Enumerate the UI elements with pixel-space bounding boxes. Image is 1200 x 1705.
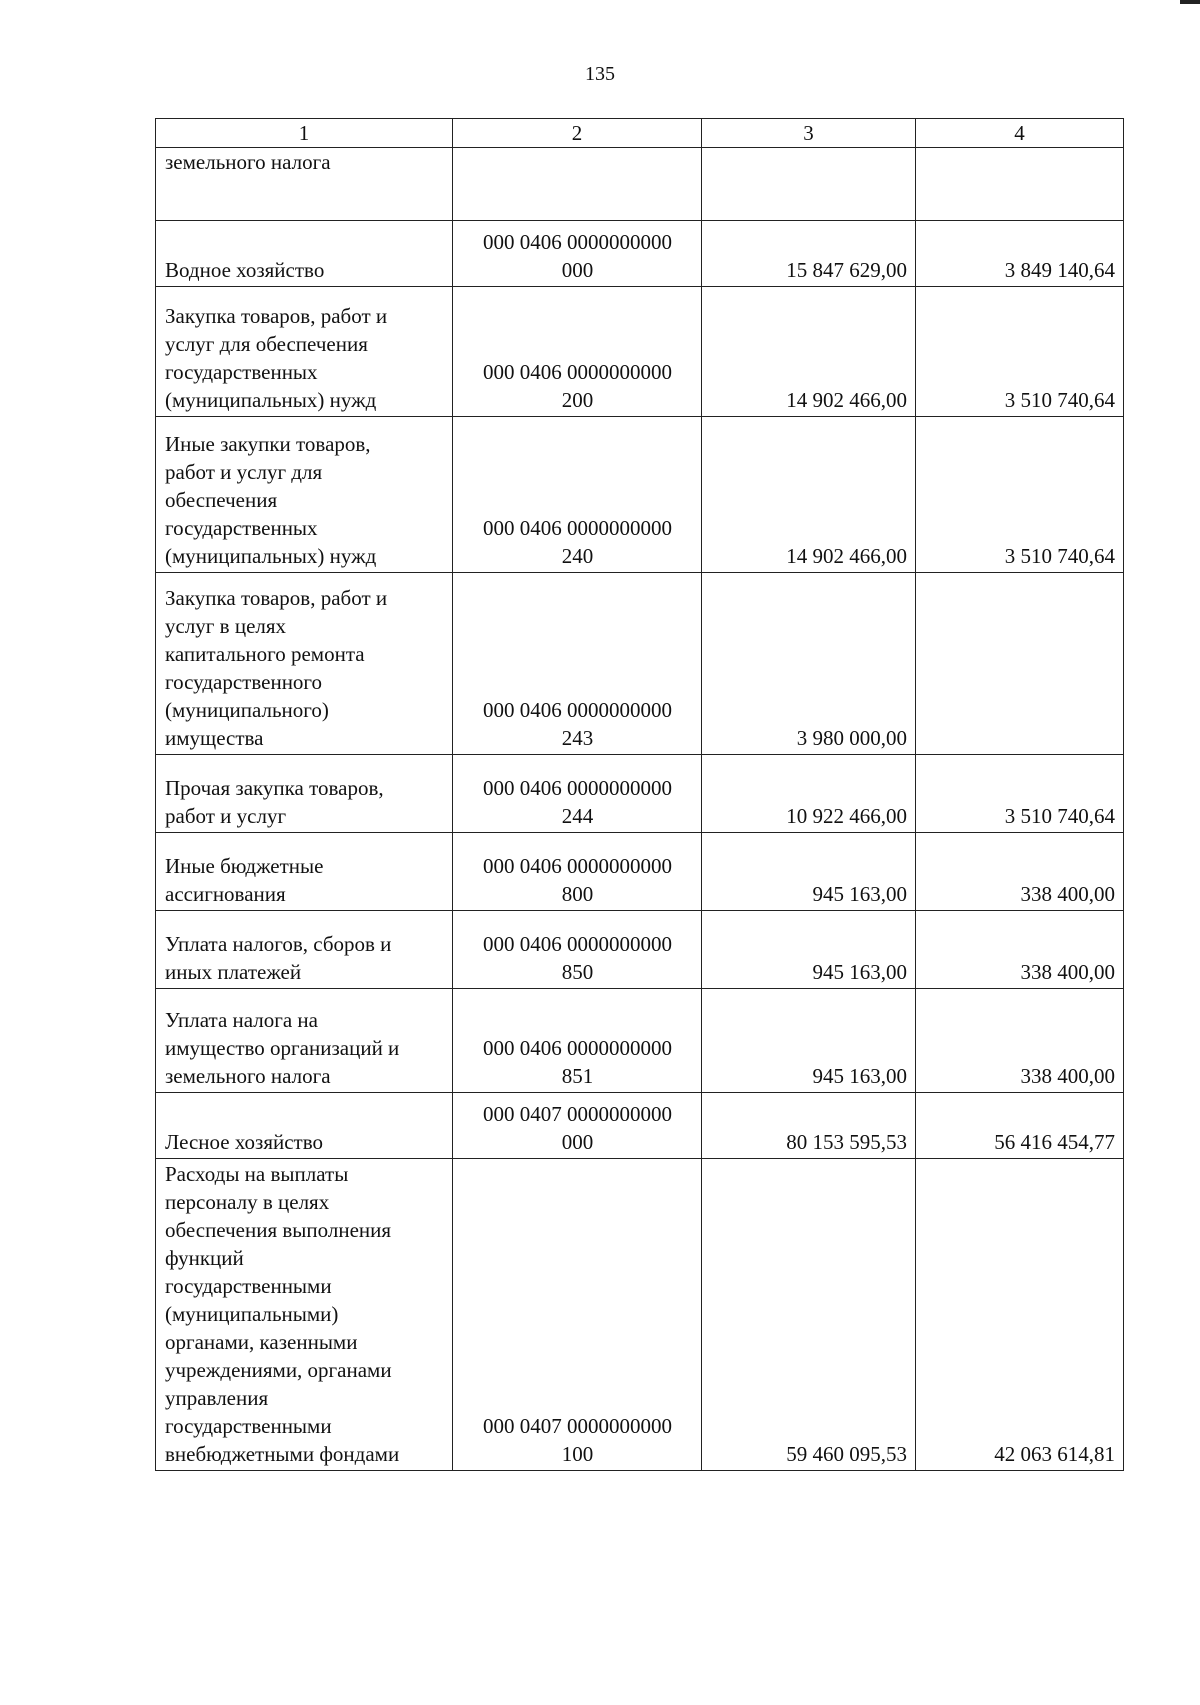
row-code-line: 000 0406 0000000000 (483, 360, 672, 384)
row-code-line: 000 (561, 1130, 594, 1154)
row-name-line: Уплата налогов, сборов и (165, 932, 392, 956)
row-plan-value: 945 163,00 (702, 911, 916, 989)
table-row (156, 989, 1124, 1093)
row-plan-value (702, 148, 916, 221)
row-name-line: Лесное хозяйство (165, 1130, 323, 1154)
row-name-line: ассигнования (165, 882, 286, 906)
row-name-line: услуг в целях (165, 614, 287, 638)
row-plan-value: 14 902 466,00 (702, 287, 916, 417)
row-code-cell (453, 989, 702, 1093)
row-name-line: (муниципального) (165, 698, 329, 722)
row-fact-value: 338 400,00 (916, 989, 1124, 1093)
row-code-line: 200 (561, 388, 594, 412)
row-code-line: 851 (561, 1064, 594, 1088)
row-fact-value: 3 510 740,64 (916, 417, 1124, 573)
row-name-line: земельного налога (165, 1064, 331, 1088)
row-fact-value: 42 063 614,81 (916, 1159, 1124, 1471)
row-name-line: государственными (165, 1274, 332, 1298)
row-name-line: работ и услуг (165, 804, 287, 828)
column-header-3: 3 (702, 119, 916, 148)
row-name-cell (156, 755, 453, 833)
row-code-line: 800 (561, 882, 594, 906)
row-code-cell (453, 755, 702, 833)
row-plan-value: 14 902 466,00 (702, 417, 916, 573)
row-name-cell (156, 573, 453, 755)
row-name-line: Закупка товаров, работ и (165, 586, 388, 610)
row-name-line: функций (165, 1246, 244, 1270)
budget-table (155, 118, 1124, 1471)
row-name-line: государственных (165, 360, 318, 384)
row-code-line: 000 0407 0000000000 (483, 1102, 672, 1126)
row-code-line: 243 (561, 726, 594, 750)
table-row (156, 221, 1124, 287)
corner-scan-mark (1180, 0, 1200, 4)
table-row (156, 911, 1124, 989)
row-name-line: капитального ремонта (165, 642, 365, 666)
row-name-line: Иные закупки товаров, (165, 432, 371, 456)
table-row (156, 755, 1124, 833)
row-fact-value: 56 416 454,77 (916, 1093, 1124, 1159)
row-name-cell (156, 1159, 453, 1471)
row-code-cell (453, 911, 702, 989)
row-code-cell (453, 221, 702, 287)
row-code-line: 000 0406 0000000000 (483, 698, 672, 722)
row-fact-value: 3 510 740,64 (916, 287, 1124, 417)
table-body (156, 148, 1124, 1471)
row-name-line: имущество организаций и (165, 1036, 400, 1060)
row-fact-value (916, 573, 1124, 755)
table-header (156, 119, 1124, 148)
row-code-line: 000 0407 0000000000 (483, 1414, 672, 1438)
row-fact-value: 338 400,00 (916, 833, 1124, 911)
row-code-cell (453, 1093, 702, 1159)
column-header-1: 1 (156, 119, 453, 148)
row-name-line: государственного (165, 670, 323, 694)
row-code-line: 000 (561, 258, 594, 282)
row-name-cell (156, 833, 453, 911)
row-code-line: 000 0406 0000000000 (483, 776, 672, 800)
row-name-line: иных платежей (165, 960, 302, 984)
table-row (156, 573, 1124, 755)
row-name-line: работ и услуг для (165, 460, 323, 484)
row-name-line: Водное хозяйство (165, 258, 325, 282)
row-name-line: Иные бюджетные (165, 854, 324, 878)
row-fact-value: 3 849 140,64 (916, 221, 1124, 287)
row-name-line: Расходы на выплаты (165, 1162, 349, 1186)
row-plan-value: 10 922 466,00 (702, 755, 916, 833)
row-name-cell (156, 148, 453, 221)
row-name-line: внебюджетными фондами (165, 1442, 400, 1466)
table-row (156, 833, 1124, 911)
row-code-line: 000 0406 0000000000 (483, 1036, 672, 1060)
table-row (156, 287, 1124, 417)
row-fact-value: 338 400,00 (916, 911, 1124, 989)
row-code-line: 000 0406 0000000000 (483, 932, 672, 956)
row-name-line: управления (165, 1386, 269, 1410)
row-fact-value (916, 148, 1124, 221)
row-code-line: 000 0406 0000000000 (483, 854, 672, 878)
column-header-2: 2 (453, 119, 702, 148)
row-code-cell (453, 417, 702, 573)
page-number: 135 (585, 63, 615, 85)
row-name-cell (156, 417, 453, 573)
row-code-cell (453, 287, 702, 417)
row-name-line: Уплата налога на (165, 1008, 318, 1032)
table-row (156, 1093, 1124, 1159)
row-name-cell (156, 989, 453, 1093)
column-header-4: 4 (916, 119, 1124, 148)
row-plan-value: 945 163,00 (702, 833, 916, 911)
row-code-cell (453, 833, 702, 911)
row-plan-value: 945 163,00 (702, 989, 916, 1093)
row-code-cell (453, 148, 702, 221)
row-name-line: услуг для обеспечения (165, 332, 368, 356)
row-plan-value: 80 153 595,53 (702, 1093, 916, 1159)
row-name-line: имущества (165, 726, 264, 750)
row-code-cell (453, 573, 702, 755)
row-name-line: государственных (165, 516, 318, 540)
row-plan-value: 59 460 095,53 (702, 1159, 916, 1471)
row-name-cell (156, 221, 453, 287)
row-name-line: обеспечения (165, 488, 278, 512)
row-code-line: 000 0406 0000000000 (483, 516, 672, 540)
row-plan-value: 15 847 629,00 (702, 221, 916, 287)
row-name-line: (муниципальных) нужд (165, 388, 377, 412)
row-name-line: (муниципальными) (165, 1302, 339, 1326)
table-row (156, 417, 1124, 573)
row-code-line: 244 (561, 804, 594, 828)
row-name-cell (156, 911, 453, 989)
row-code-line: 240 (561, 544, 594, 568)
row-name-line: Закупка товаров, работ и (165, 304, 388, 328)
row-code-line: 100 (561, 1442, 594, 1466)
row-name-line: государственными (165, 1414, 332, 1438)
row-code-cell (453, 1159, 702, 1471)
row-name-line: земельного налога (165, 150, 331, 174)
header-row (156, 119, 1124, 148)
row-name-line: учреждениями, органами (165, 1358, 392, 1382)
row-name-line: органами, казенными (165, 1330, 358, 1354)
row-name-cell (156, 287, 453, 417)
row-name-line: Прочая закупка товаров, (165, 776, 384, 800)
row-code-line: 850 (561, 960, 594, 984)
table-row (156, 1159, 1124, 1471)
row-fact-value: 3 510 740,64 (916, 755, 1124, 833)
row-name-cell (156, 1093, 453, 1159)
row-name-line: (муниципальных) нужд (165, 544, 377, 568)
row-name-line: обеспечения выполнения (165, 1218, 392, 1242)
row-plan-value: 3 980 000,00 (702, 573, 916, 755)
row-name-line: персоналу в целях (165, 1190, 330, 1214)
row-code-line: 000 0406 0000000000 (483, 230, 672, 254)
table-row (156, 148, 1124, 221)
